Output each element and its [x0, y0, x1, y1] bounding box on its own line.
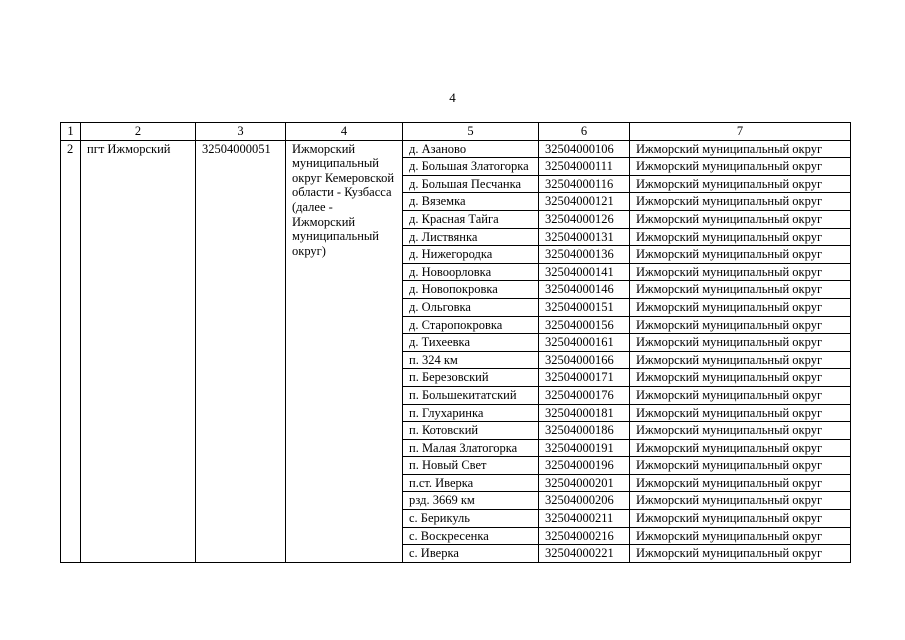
- settlement-name: п. Большекитатский: [403, 386, 539, 404]
- settlement-name: п. Новый Свет: [403, 457, 539, 475]
- settlement-code: 32504000151: [539, 298, 630, 316]
- settlement-name: д. Нижегородка: [403, 246, 539, 264]
- settlement-name: д. Ольговка: [403, 298, 539, 316]
- settlement-code: 32504000116: [539, 175, 630, 193]
- settlement-name: д. Новоорловка: [403, 263, 539, 281]
- settlement-code: 32504000141: [539, 263, 630, 281]
- settlement-name: д. Большая Песчанка: [403, 175, 539, 193]
- settlement-district: Ижморский муниципальный округ: [630, 140, 851, 158]
- settlement-name: д. Тихеевка: [403, 334, 539, 352]
- row-number: 2: [61, 140, 81, 562]
- settlement-district: Ижморский муниципальный округ: [630, 545, 851, 563]
- column-header: 1: [61, 123, 81, 141]
- settlement-district: Ижморский муниципальный округ: [630, 316, 851, 334]
- settlement-name: д. Вяземка: [403, 193, 539, 211]
- settlement-code: 32504000146: [539, 281, 630, 299]
- column-header: 7: [630, 123, 851, 141]
- settlement-district: Ижморский муниципальный округ: [630, 175, 851, 193]
- settlement-code: 32504000181: [539, 404, 630, 422]
- settlement-district: Ижморский муниципальный округ: [630, 422, 851, 440]
- header-row: [61, 123, 851, 141]
- settlement-code: 32504000191: [539, 439, 630, 457]
- settlement-name: д. Новопокровка: [403, 281, 539, 299]
- settlement-district: Ижморский муниципальный округ: [630, 210, 851, 228]
- settlement-district: Ижморский муниципальный округ: [630, 228, 851, 246]
- settlement-name: с. Воскресенка: [403, 527, 539, 545]
- settlement-code: 32504000121: [539, 193, 630, 211]
- settlement-code: 32504000176: [539, 386, 630, 404]
- settlement-name: п. Малая Златогорка: [403, 439, 539, 457]
- settlement-district: Ижморский муниципальный округ: [630, 510, 851, 528]
- settlement-district: Ижморский муниципальный округ: [630, 263, 851, 281]
- settlement-code: 32504000216: [539, 527, 630, 545]
- main-settlement-code: 32504000051: [196, 140, 286, 562]
- settlement-code: 32504000131: [539, 228, 630, 246]
- settlement-name: рзд. 3669 км: [403, 492, 539, 510]
- column-header: 5: [403, 123, 539, 141]
- registry-body: [61, 140, 851, 562]
- settlement-code: 32504000201: [539, 474, 630, 492]
- settlement-code: 32504000126: [539, 210, 630, 228]
- settlement-district: Ижморский муниципальный округ: [630, 298, 851, 316]
- settlement-code: 32504000161: [539, 334, 630, 352]
- settlement-code: 32504000196: [539, 457, 630, 475]
- column-header: 3: [196, 123, 286, 141]
- settlement-name: п. Котовский: [403, 422, 539, 440]
- settlement-code: 32504000136: [539, 246, 630, 264]
- settlement-district: Ижморский муниципальный округ: [630, 281, 851, 299]
- settlement-district: Ижморский муниципальный округ: [630, 246, 851, 264]
- settlement-district: Ижморский муниципальный округ: [630, 457, 851, 475]
- settlement-name: д. Большая Златогорка: [403, 158, 539, 176]
- settlement-name: с. Берикуль: [403, 510, 539, 528]
- table-row: [61, 140, 851, 158]
- page-number: 4: [449, 90, 456, 105]
- settlement-code: 32504000166: [539, 351, 630, 369]
- settlement-name: п. 324 км: [403, 351, 539, 369]
- settlement-district: Ижморский муниципальный округ: [630, 369, 851, 387]
- settlement-district: Ижморский муниципальный округ: [630, 404, 851, 422]
- settlement-code: 32504000171: [539, 369, 630, 387]
- settlement-code: 32504000221: [539, 545, 630, 563]
- settlement-district: Ижморский муниципальный округ: [630, 527, 851, 545]
- settlement-code: 32504000156: [539, 316, 630, 334]
- column-header: 6: [539, 123, 630, 141]
- registry-table: [60, 122, 851, 563]
- settlement-code: 32504000186: [539, 422, 630, 440]
- settlement-district: Ижморский муниципальный округ: [630, 492, 851, 510]
- settlement-district: Ижморский муниципальный округ: [630, 334, 851, 352]
- settlement-district: Ижморский муниципальный округ: [630, 193, 851, 211]
- settlement-code: 32504000106: [539, 140, 630, 158]
- column-header: 2: [81, 123, 196, 141]
- settlement-district: Ижморский муниципальный округ: [630, 351, 851, 369]
- settlement-code: 32504000211: [539, 510, 630, 528]
- settlement-name: д. Листвянка: [403, 228, 539, 246]
- settlement-code: 32504000206: [539, 492, 630, 510]
- column-header: 4: [286, 123, 403, 141]
- settlement-name: п.ст. Иверка: [403, 474, 539, 492]
- municipality-description: Ижморский муниципальный округ Кемеровской области - Кузбасса (далее - Ижморский муниципальный округ): [286, 140, 403, 562]
- settlement-name: п. Березовский: [403, 369, 539, 387]
- settlement-name: д. Старопокровка: [403, 316, 539, 334]
- settlement-district: Ижморский муниципальный округ: [630, 386, 851, 404]
- settlement-district: Ижморский муниципальный округ: [630, 439, 851, 457]
- settlement-name: д. Красная Тайга: [403, 210, 539, 228]
- settlement-name: п. Глухаринка: [403, 404, 539, 422]
- settlement-district: Ижморский муниципальный округ: [630, 474, 851, 492]
- settlement-code: 32504000111: [539, 158, 630, 176]
- main-settlement-name: пгт Ижморский: [81, 140, 196, 562]
- settlement-name: с. Иверка: [403, 545, 539, 563]
- settlement-district: Ижморский муниципальный округ: [630, 158, 851, 176]
- settlement-name: д. Азаново: [403, 140, 539, 158]
